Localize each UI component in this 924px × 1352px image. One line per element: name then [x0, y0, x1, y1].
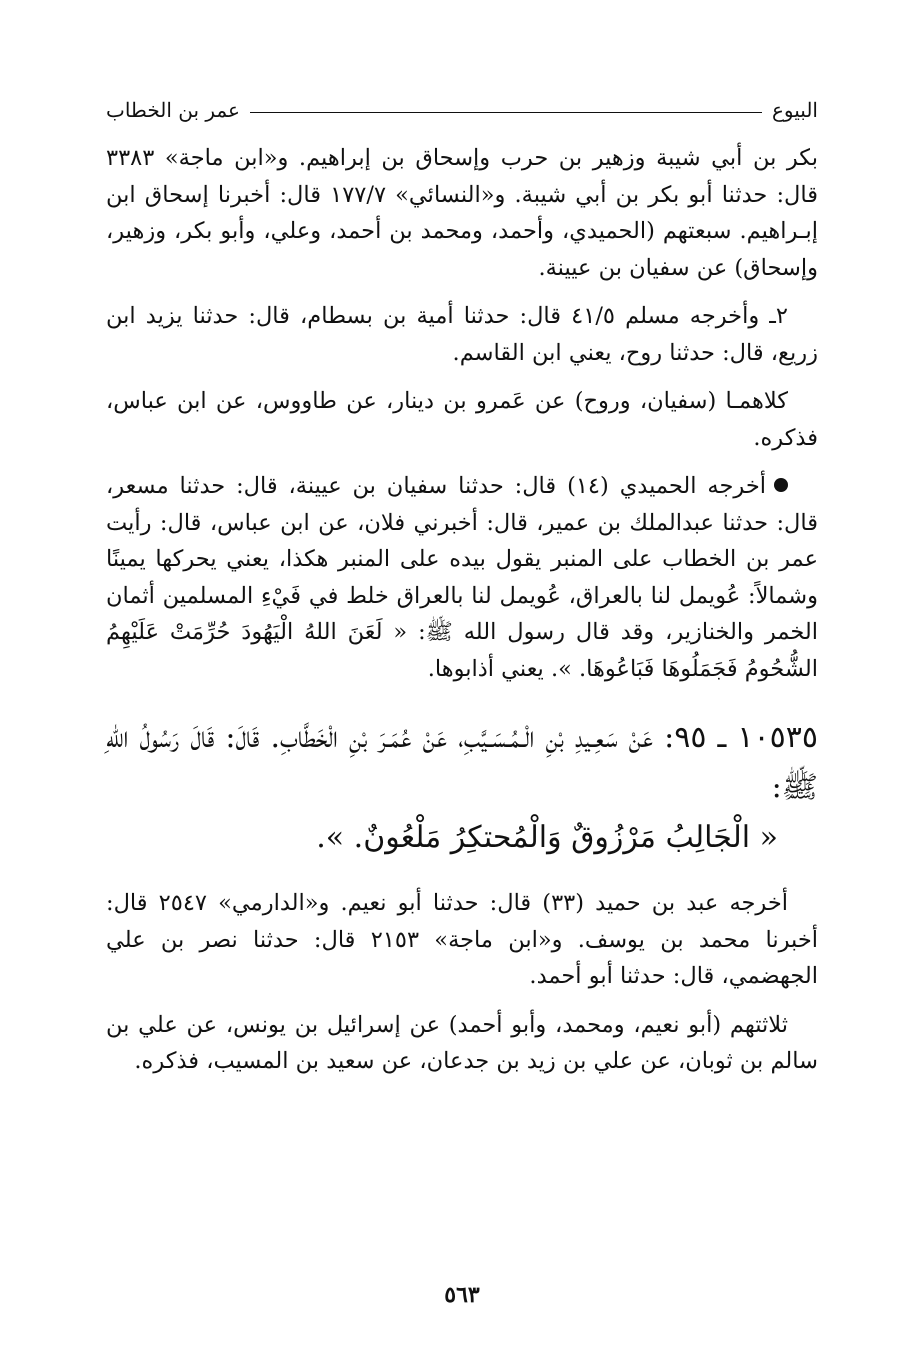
paragraph-both-narrators: كلاهمـا (سفيان، وروح) عن عَمرو بن دينار، عن طاووس، عن ابن عباس، فذكره. [106, 388, 818, 451]
paragraph-second-chain: ٢ـ وأخرجه مسلم ٤١/٥ قال: حدثنا أمية بن بسطام، قال: حدثنا يزيد ابن زريع، قال: حدثنا روح، يعني ابن القاسم. [106, 303, 818, 366]
header-rule [250, 112, 762, 113]
paragraph-humaydi [106, 468, 818, 687]
page-number: ٥٦٣ [444, 1282, 480, 1308]
running-header [106, 92, 818, 128]
header-chapter-title: عمر بن الخطاب [106, 98, 240, 122]
header-section-title: البيوع [772, 98, 818, 122]
bullet-icon [774, 478, 788, 492]
paragraph-takhrij: أخرجه عبد بن حميد (٣٣) قال: حدثنا أبو نعيم. و«الدارمي» ٢٥٤٧ قال: أخبرنا محمد بن يوسف. و«ابن ماجة» ٢١٥٣ قال: حدثنا نصر بن علي الجهضمي، قال: حدثنا أبو أحمد. [106, 890, 818, 989]
paragraph-continuation: بكر بن أبي شيبة وزهير بن حرب وإسحاق بن إبراهيم. و«ابن ماجة» ٣٣٨٣ قال: حدثنا أبو بكر بن أبي شيبة. و«النسائي» ١٧٧/٧ قال: أخبرنا إسحاق ابن إبـراهيم. سبعتهم (الحميدي، وأحمد، ومحمد بن أحمد، وعلي، وأبو بكر، وزهير، وإسحاق) عن سفيان بن عيينة. [106, 145, 818, 281]
paragraph-humaydi-text: أخرجه الحميدي (١٤) قال: حدثنا سفيان بن عيينة، قال: حدثنا مسعر، قال: حدثنا عبدالملك بن عمير، قال: أخبرني فلان، عن ابن عباس، قال: رأيت عمر بن الخطاب على المنبر يقول بيده على المنبر هكذا، يعني يحركها يمينًا وشمالاً: عُويمل لنا بالعراق، عُويمل لنا بالعراق خلط في فَيْءِ المسلمين أثمان الخمر والخنازير، وقد قال رسول الله ﷺ: « لَعَنَ اللهُ الْيَهُودَ حُرِّمَتْ عَلَيْهِمُ الشُّحُومُ فَجَمَلُوهَا فَبَاعُوهَا. ». يعني أذابوها. [106, 473, 818, 682]
hadith-block [106, 713, 818, 863]
hadith-matn: « الْجَالِبُ مَرْزُوقٌ وَالْمُحتكِرُ مَلْعُونٌ. ». [316, 820, 778, 855]
page-body [106, 140, 818, 1092]
paragraph-three-narrators: ثلاثتهم (أبو نعيم، ومحمد، وأبو أحمد) عن إسرائيل بن يونس، عن علي بن سالم بن ثوبان، عن علي بن زيد بن جدعان، عن سعيد بن المسيب، فذكره. [106, 1011, 818, 1074]
hadith-isnad: ١٠٥٣٥ ـ ٩٥: عَنْ سَعِـيدِ بْنِ الْـمُـسَـيَّبِ، عَنْ عُمَـرَ بْنِ الْخَطَّابِ. قَالَ: قَالَ رَسُولُ اللهِ ﷺ: [106, 720, 818, 805]
